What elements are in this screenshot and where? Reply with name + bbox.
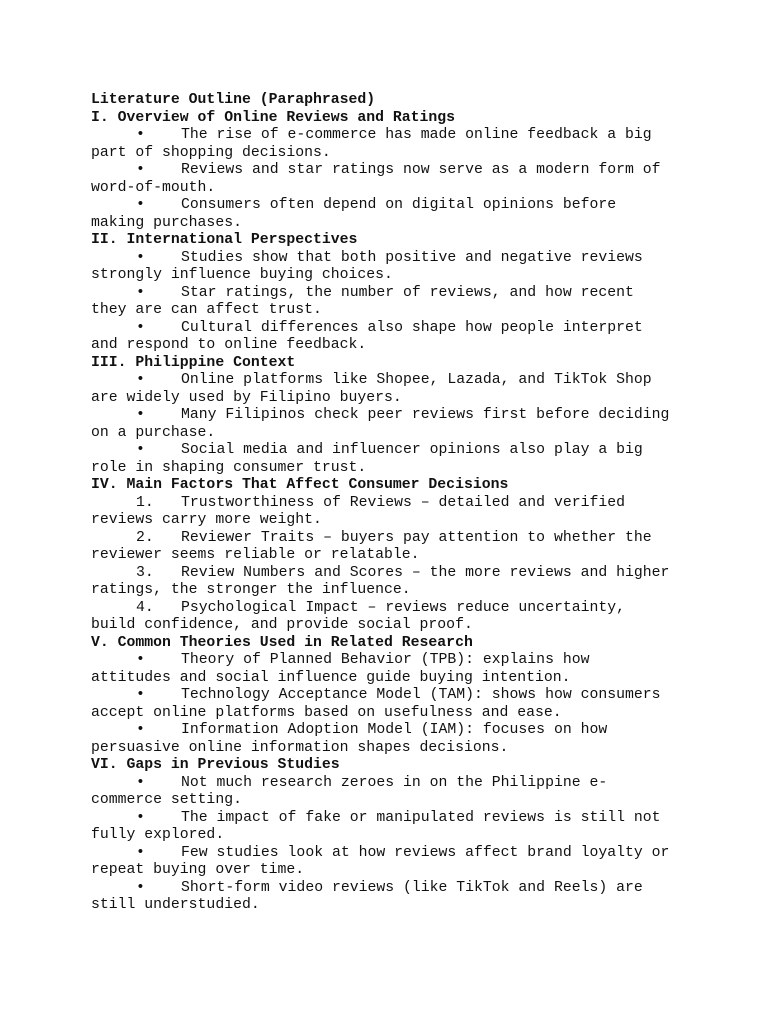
list-item-text: Studies show that both positive and negative reviews bbox=[181, 249, 643, 266]
bullet-icon: • bbox=[136, 127, 145, 143]
list-item-text: The impact of fake or manipulated reviews is still not bbox=[181, 809, 661, 826]
list-item bbox=[91, 810, 691, 845]
list-item-first-line bbox=[91, 652, 691, 670]
bullet-icon: • bbox=[136, 319, 145, 336]
bullet-icon: • bbox=[136, 844, 145, 861]
bullet-icon: • bbox=[136, 197, 145, 213]
list-item bbox=[91, 652, 691, 687]
list-item bbox=[91, 162, 691, 197]
document-title: Literature Outline (Paraphrased) bbox=[91, 92, 376, 108]
list-item-first-line bbox=[91, 372, 691, 390]
bullet-list bbox=[91, 127, 691, 232]
list-item-continuation: making purchases. bbox=[91, 214, 242, 231]
list-item bbox=[91, 845, 691, 880]
list-item-text: Star ratings, the number of reviews, and how recent bbox=[181, 284, 634, 301]
list-item-first-line bbox=[91, 250, 691, 268]
list-item-continuation: strongly influence buying choices. bbox=[91, 267, 393, 283]
list-item-text: Social media and influencer opinions also play a big bbox=[181, 442, 643, 458]
list-item-text: Online platforms like Shopee, Lazada, and TikTok Shop bbox=[181, 372, 652, 388]
list-item-text: Not much research zeroes in on the Philippine e- bbox=[181, 774, 608, 791]
list-item bbox=[91, 127, 691, 162]
list-number: 1. bbox=[136, 494, 154, 511]
list-item-text: The rise of e-commerce has made online feedback a big bbox=[181, 127, 652, 143]
list-item-continuation: they are can affect trust. bbox=[91, 302, 322, 318]
list-item-continuation: commerce setting. bbox=[91, 792, 242, 808]
list-item bbox=[91, 372, 691, 407]
bullet-icon: • bbox=[136, 722, 145, 738]
list-item-first-line bbox=[91, 600, 691, 618]
list-item-text: Cultural differences also shape how people interpret bbox=[181, 319, 643, 336]
list-item-text: Technology Acceptance Model (TAM): shows how consumers bbox=[181, 687, 661, 703]
list-item-continuation: repeat buying over time. bbox=[91, 862, 305, 878]
list-item-first-line bbox=[91, 495, 691, 513]
list-item-text: Short-form video reviews (like TikTok and Reels) are bbox=[181, 879, 643, 896]
list-item-first-line bbox=[91, 775, 691, 793]
list-item bbox=[91, 407, 691, 442]
list-item-first-line bbox=[91, 845, 691, 863]
list-item-continuation: build confidence, and provide social proof. bbox=[91, 617, 473, 633]
list-item-continuation: fully explored. bbox=[91, 827, 225, 843]
bullet-icon: • bbox=[136, 162, 145, 178]
list-item-continuation: role in shaping consumer trust. bbox=[91, 459, 367, 476]
bullet-list bbox=[91, 652, 691, 757]
list-item-continuation: reviewer seems reliable or relatable. bbox=[91, 547, 420, 563]
list-item-text: Consumers often depend on digital opinions before bbox=[181, 197, 617, 213]
list-item-first-line bbox=[91, 810, 691, 828]
list-item-text: Few studies look at how reviews affect brand loyalty or bbox=[181, 844, 670, 861]
list-item-continuation: still understudied. bbox=[91, 897, 260, 913]
list-item-text: Information Adoption Model (IAM): focuses on how bbox=[181, 722, 608, 738]
bullet-icon: • bbox=[136, 687, 145, 703]
list-item-text: Reviewer Traits – buyers pay attention to whether the bbox=[181, 529, 652, 546]
list-item-text: Psychological Impact – reviews reduce uncertainty, bbox=[181, 599, 625, 616]
outline-sections bbox=[91, 110, 691, 915]
list-item-first-line bbox=[91, 565, 691, 583]
list-item-continuation: and respond to online feedback. bbox=[91, 337, 367, 353]
section-heading: V. Common Theories Used in Related Research bbox=[91, 634, 473, 651]
bullet-icon: • bbox=[136, 284, 145, 301]
list-item-text: Review Numbers and Scores – the more reviews and higher bbox=[181, 564, 670, 581]
list-item-first-line bbox=[91, 530, 691, 548]
list-item-text: Reviews and star ratings now serve as a modern form of bbox=[181, 162, 661, 178]
section-heading: I. Overview of Online Reviews and Ratings bbox=[91, 109, 456, 126]
list-item bbox=[91, 530, 691, 565]
list-number: 4. bbox=[136, 599, 154, 616]
section-heading: VI. Gaps in Previous Studies bbox=[91, 757, 340, 773]
list-number: 3. bbox=[136, 564, 154, 581]
bullet-icon: • bbox=[136, 407, 145, 423]
list-item-first-line bbox=[91, 442, 691, 460]
list-item bbox=[91, 722, 691, 757]
list-item-continuation: ratings, the stronger the influence. bbox=[91, 582, 411, 598]
list-item bbox=[91, 687, 691, 722]
section-heading: II. International Perspectives bbox=[91, 232, 358, 248]
bullet-list bbox=[91, 372, 691, 477]
list-item-continuation: on a purchase. bbox=[91, 424, 216, 441]
list-item bbox=[91, 495, 691, 530]
list-item-first-line bbox=[91, 320, 691, 338]
bullet-icon: • bbox=[136, 249, 145, 266]
list-item bbox=[91, 320, 691, 355]
list-item-continuation: word-of-mouth. bbox=[91, 179, 216, 196]
list-item-first-line bbox=[91, 687, 691, 705]
bullet-icon: • bbox=[136, 372, 145, 388]
list-item-continuation: part of shopping decisions. bbox=[91, 144, 331, 161]
bullet-list bbox=[91, 250, 691, 355]
list-item-text: Many Filipinos check peer reviews first before deciding bbox=[181, 407, 670, 423]
list-number: 2. bbox=[136, 529, 154, 546]
list-item-continuation: attitudes and social influence guide buying intention. bbox=[91, 669, 571, 686]
list-item bbox=[91, 600, 691, 635]
list-item-first-line bbox=[91, 880, 691, 898]
bullet-icon: • bbox=[136, 879, 145, 896]
list-item-continuation: persuasive online information shapes decisions. bbox=[91, 739, 509, 756]
numbered-list bbox=[91, 495, 691, 635]
list-item-first-line bbox=[91, 127, 691, 145]
list-item-continuation: reviews carry more weight. bbox=[91, 512, 322, 528]
list-item bbox=[91, 565, 691, 600]
bullet-icon: • bbox=[136, 442, 145, 458]
list-item-first-line bbox=[91, 722, 691, 740]
list-item-first-line bbox=[91, 162, 691, 180]
list-item-text: Trustworthiness of Reviews – detailed and verified bbox=[181, 494, 625, 511]
bullet-icon: • bbox=[136, 774, 145, 791]
section-heading: IV. Main Factors That Affect Consumer Decisions bbox=[91, 477, 509, 493]
list-item bbox=[91, 880, 691, 915]
bullet-icon: • bbox=[136, 652, 145, 668]
section-heading: III. Philippine Context bbox=[91, 354, 296, 371]
list-item bbox=[91, 775, 691, 810]
list-item-first-line bbox=[91, 197, 691, 215]
list-item-first-line bbox=[91, 407, 691, 425]
list-item bbox=[91, 250, 691, 285]
document-body bbox=[91, 92, 691, 915]
list-item bbox=[91, 442, 691, 477]
list-item-first-line bbox=[91, 285, 691, 303]
list-item-continuation: accept online platforms based on usefulness and ease. bbox=[91, 704, 562, 721]
bullet-list bbox=[91, 775, 691, 915]
bullet-icon: • bbox=[136, 809, 145, 826]
list-item-continuation: are widely used by Filipino buyers. bbox=[91, 389, 402, 406]
list-item bbox=[91, 197, 691, 232]
list-item bbox=[91, 285, 691, 320]
list-item-text: Theory of Planned Behavior (TPB): explains how bbox=[181, 652, 590, 668]
